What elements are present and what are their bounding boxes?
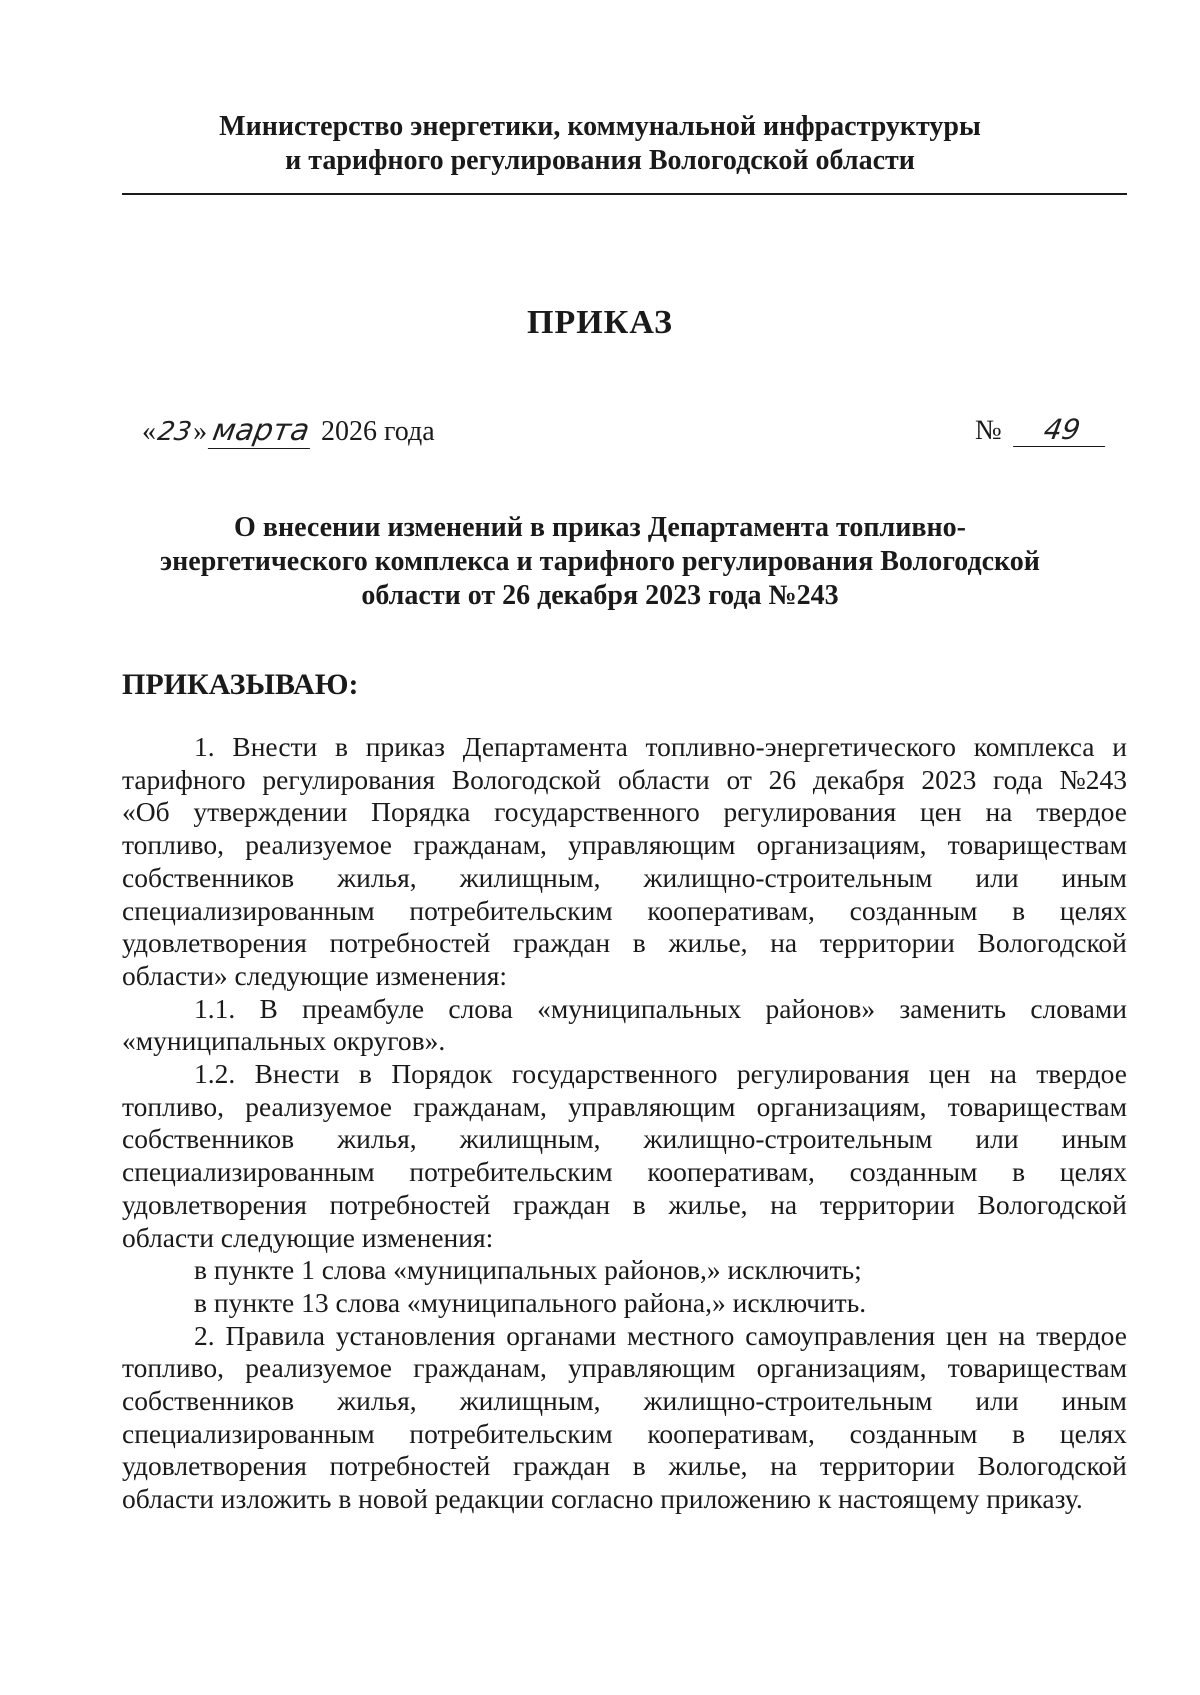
body-word: созданным: [849, 1417, 978, 1449]
body-line: [122, 731, 1127, 764]
body-word: и: [1112, 731, 1127, 762]
body-word: иным: [1061, 1123, 1127, 1155]
body-line: [122, 796, 1127, 829]
date-year: 2026 года: [321, 416, 435, 447]
body-word: словами: [1030, 992, 1127, 1024]
body-word: целях: [1059, 1417, 1127, 1449]
order-directive-heading: ПРИКАЗЫВАЮ:: [122, 668, 359, 701]
body-word: жилищным,: [459, 861, 601, 893]
body-word: управляющим: [568, 1090, 736, 1122]
date-month-handwritten: марта: [208, 413, 316, 449]
body-word: жилья,: [337, 1385, 417, 1417]
ministry-line-1: Министерство энергетики, коммунальной инфраструктуры: [219, 111, 981, 142]
body-word: потребностей: [329, 1450, 491, 1482]
body-line: [122, 829, 1127, 862]
body-word: цен: [928, 1058, 971, 1090]
body-word: «Об: [122, 796, 170, 828]
body-word: на: [989, 1058, 1017, 1090]
body-line: [122, 1091, 1127, 1124]
body-line: [122, 927, 1127, 960]
body-word: жилье,: [668, 927, 748, 959]
body-word: собственников: [122, 1385, 295, 1417]
body-line: в пункте 13 слова «муниципального района,» исключить.: [194, 1286, 867, 1318]
body-word: от: [726, 763, 752, 795]
body-word: управляющим: [568, 1352, 736, 1384]
number-label: №: [975, 415, 1002, 446]
body-word: потребностей: [329, 927, 491, 959]
body-word: жилищным,: [459, 1385, 601, 1417]
body-word: удовлетворения: [122, 1188, 307, 1220]
subject-line-2: энергетического комплекса и тарифного регулирования Вологодской: [160, 546, 1040, 577]
body-word: твердое: [1036, 1319, 1127, 1351]
subject-line-3: области от 26 декабря 2023 года №243: [361, 580, 839, 611]
date-open-quote: «: [142, 416, 156, 447]
body-word: территории: [819, 927, 955, 959]
body-line: [122, 764, 1127, 797]
body-word: целях: [1059, 1156, 1127, 1188]
header-divider: [122, 193, 1127, 195]
body-line: [122, 1058, 1127, 1091]
body-word: 2.: [194, 1319, 215, 1351]
body-word: «муниципальных: [537, 992, 742, 1024]
body-word: Вологодской: [977, 1450, 1127, 1482]
body-word: реализуемое: [245, 829, 392, 861]
body-word: В: [259, 992, 278, 1024]
body-word: товариществам: [947, 1090, 1127, 1122]
body-line: в пункте 1 слова «муниципальных районов,» исключить;: [194, 1254, 862, 1286]
body-word: на: [985, 796, 1013, 828]
body-word: 1.1.: [194, 992, 236, 1024]
body-word: потребностей: [329, 1188, 491, 1220]
body-word: на: [998, 1319, 1026, 1351]
body-word: районов»: [765, 992, 876, 1024]
body-word: на: [770, 1188, 798, 1220]
date-close-quote: »: [193, 416, 208, 447]
body-word: гражданам,: [413, 1352, 547, 1384]
body-word: созданным: [849, 894, 978, 926]
body-word: реализуемое: [245, 1090, 392, 1122]
body-word: жилищно-строительным: [643, 1123, 933, 1155]
body-word: гражданам,: [413, 1090, 547, 1122]
body-word: в: [1012, 1156, 1026, 1188]
body-word: граждан: [512, 927, 611, 959]
body-word: в: [358, 1058, 372, 1090]
body-line: [122, 1418, 1127, 1451]
body-word: специализированным: [122, 1417, 375, 1449]
body-line: [122, 993, 1127, 1026]
order-body: [122, 731, 1127, 1516]
order-number: [975, 413, 1108, 447]
body-word: кооперативам,: [647, 1417, 815, 1449]
body-word: организациям,: [756, 1352, 927, 1384]
body-word: Департамента: [462, 731, 628, 762]
body-line: [122, 862, 1127, 895]
body-word: органами: [506, 1319, 617, 1351]
body-word: товариществам: [947, 829, 1127, 861]
body-word: Вологодской: [977, 927, 1127, 959]
date-day-handwritten: 23: [155, 417, 194, 447]
body-word: жилищным,: [459, 1123, 601, 1155]
body-line: [122, 1189, 1127, 1222]
body-word: созданным: [849, 1156, 978, 1188]
body-word: реализуемое: [245, 1352, 392, 1384]
body-word: 1.2.: [194, 1058, 236, 1090]
body-word: целях: [1059, 894, 1127, 926]
body-word: жилищно-строительным: [643, 861, 933, 893]
body-word: территории: [819, 1450, 955, 1482]
body-word: декабря: [812, 763, 905, 795]
body-word: иным: [1061, 1385, 1127, 1417]
body-word: жилищно-строительным: [643, 1385, 933, 1417]
order-date: [142, 413, 435, 449]
body-word: приказ: [365, 731, 445, 762]
body-word: организациям,: [756, 829, 927, 861]
body-line: [122, 1352, 1127, 1385]
body-word: гражданам,: [413, 829, 547, 861]
body-word: собственников: [122, 861, 295, 893]
body-word: управляющим: [568, 829, 736, 861]
body-word: территории: [819, 1188, 955, 1220]
document-title: ПРИКАЗ: [527, 304, 673, 341]
body-word: удовлетворения: [122, 1450, 307, 1482]
body-line: [122, 1123, 1127, 1156]
body-word: заменить: [899, 992, 1007, 1024]
body-word: топливо,: [122, 1090, 224, 1122]
body-word: удовлетворения: [122, 927, 307, 959]
body-word: в: [335, 731, 349, 762]
body-word: в: [632, 1188, 646, 1220]
body-word: регулирования: [736, 1058, 910, 1090]
body-word: товариществам: [947, 1352, 1127, 1384]
body-word: №243: [1059, 763, 1127, 795]
body-word: в: [1012, 1417, 1026, 1449]
body-word: Внести: [254, 1058, 340, 1090]
order-subject: [0, 511, 1200, 613]
body-word: или: [975, 1123, 1019, 1155]
body-line: [122, 1450, 1127, 1483]
body-word: организациям,: [756, 1090, 927, 1122]
body-word: кооперативам,: [647, 894, 815, 926]
body-word: преамбуле: [302, 992, 425, 1024]
body-word: твердое: [1036, 1058, 1127, 1090]
body-word: топливо,: [122, 1352, 224, 1384]
body-line: [122, 1385, 1127, 1418]
body-line: «муниципальных округов».: [122, 1025, 446, 1057]
body-word: Вологодской: [451, 763, 602, 795]
body-line: [122, 1320, 1127, 1353]
body-word: местного: [627, 1319, 735, 1351]
body-word: комплекса: [973, 731, 1095, 762]
body-word: жилья,: [337, 861, 417, 893]
body-line: области» следующие изменения:: [122, 959, 508, 991]
body-word: государственного: [494, 796, 700, 828]
body-word: кооперативам,: [647, 1156, 815, 1188]
body-word: твердое: [1036, 796, 1127, 828]
body-word: собственников: [122, 1123, 295, 1155]
body-word: жилья,: [337, 1123, 417, 1155]
body-word: регулирования: [723, 796, 897, 828]
body-word: специализированным: [122, 1156, 375, 1188]
body-word: 1.: [194, 731, 215, 762]
body-word: самоуправления: [745, 1319, 936, 1351]
body-word: в: [1012, 894, 1026, 926]
body-line: [122, 1156, 1127, 1189]
body-line: [122, 895, 1127, 928]
body-word: топливо,: [122, 829, 224, 861]
body-word: на: [770, 927, 798, 959]
body-word: потребительским: [409, 1417, 613, 1449]
body-word: области: [617, 763, 710, 795]
body-word: Порядок: [391, 1058, 493, 1090]
body-word: тарифного: [122, 763, 246, 795]
subject-line-1: О внесении изменений в приказ Департамента топливно-: [234, 512, 966, 543]
body-word: граждан: [512, 1450, 611, 1482]
body-word: слова: [448, 992, 513, 1024]
body-word: жилье,: [668, 1450, 748, 1482]
ministry-header: [0, 110, 1200, 178]
body-word: регулирования: [262, 763, 436, 795]
body-word: года: [993, 763, 1043, 795]
body-word: или: [975, 861, 1019, 893]
body-word: утверждении: [193, 796, 348, 828]
body-word: Правила: [225, 1319, 325, 1351]
body-word: в: [632, 1450, 646, 1482]
body-word: 26: [768, 763, 797, 795]
body-word: жилье,: [668, 1188, 748, 1220]
body-line: области следующие изменения:: [122, 1221, 494, 1253]
body-word: 2023: [921, 763, 977, 795]
body-word: топливно-энергетического: [645, 731, 957, 762]
body-word: специализированным: [122, 894, 375, 926]
body-word: или: [975, 1385, 1019, 1417]
body-word: граждан: [512, 1188, 611, 1220]
body-word: установления: [335, 1319, 496, 1351]
body-word: Порядка: [371, 796, 471, 828]
body-word: государственного: [511, 1058, 718, 1090]
body-word: цен: [945, 1319, 988, 1351]
number-value-handwritten: 49: [1013, 413, 1111, 447]
body-line: области изложить в новой редакции согласно приложению к настоящему приказу.: [122, 1483, 1083, 1515]
body-word: Внести: [232, 731, 318, 762]
body-word: Вологодской: [977, 1188, 1127, 1220]
body-word: на: [770, 1450, 798, 1482]
ministry-line-2: и тарифного регулирования Вологодской области: [285, 145, 915, 176]
body-word: потребительским: [409, 894, 613, 926]
body-word: потребительским: [409, 1156, 613, 1188]
body-word: цен: [920, 796, 962, 828]
body-word: в: [632, 927, 646, 959]
body-word: иным: [1061, 861, 1127, 893]
